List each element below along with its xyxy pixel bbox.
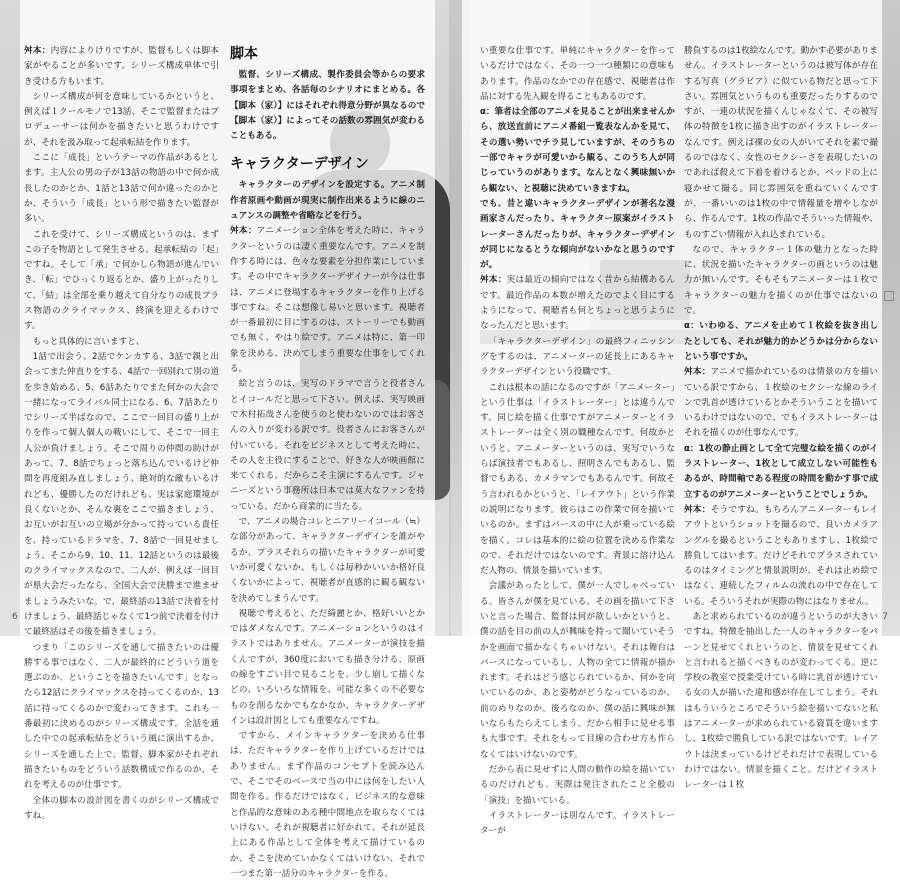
column-1 (24, 44, 219, 821)
section-heading-character-design: キャラクターデザイン (230, 156, 369, 173)
paragraph: 会議があったとして、僕が一人でしゃべっている。皆さんが僕を見ている。その画を描いて下さいと言った場合、監督は何が欲しいかというと、僕の話を目の前の人が興味を持って聞いていそうかを画面で描かなくちゃいけない。それは舞台はパースになっているし、人物の全てに情報が描かれます。それはどう感じられているか、何かを向いているのか、あと姿勢がどうなっているのか、前のめりなのか、後ろなのか、僕の話に興味が無いならもたらえてしまう。だから相手に見せる事も大事です。それをもって目線の合わせ方も作らなくてはいけないのです。 (480, 581, 675, 760)
paragraph: 視聴で考えると、ただ綺麗とか、格好いいとかではダメなんです。アニメーションというのはイラストではありません。アニメーターが演技を描くんですが、360度においても描き分ける、原画の線をすごい目で見ることを、少し崩して描くなどの、いろいろな情報を、可能な多くの不必要なものを削るなかでもなかなか、キャラクターデザインは設計図としても重要なんですね。 (230, 608, 425, 726)
paragraph (480, 273, 675, 334)
paragraph: 絵と言うのは、実写のドラマで言うと役者さんとイコールだと思って下さい。例えば、実写映画で木村拓哉さんを使うのと使わないのではお客さんの入りが変わる訳です。役者さんにお客さんが付いている。それをビジネスとして考えた時に、その人を主役にすることで、好きな人が映画館に来てくれる。だからこそ主演にするんです。ジャニーズという事務所は日本では莫大なファンを持っている。だから商業的に当たる。 (230, 379, 425, 512)
paragraph-text: 内容によりけりですが、監督もしくは脚本家がやることが多いです。シリーズ構成単体で引き受ける方もいます。 (24, 46, 219, 87)
paragraph: これは根本の話になるのですが「アニメーター」という仕事は「イラストレーター」とは違うんです。同じ絵を描く仕事ですがアニメーターとイラストレーターは全く別の職種なんです。何故かというと、アニメーターというのは、実写でいうならば演技者でもあるし、照明さんでもあるし、監督でもある、カメラマンでもあるんです。何故そう言われるかというと、「レイアウト」という作業の説明になります。彼らはこの作業で何を描いているのか。まずはパースの中に人が乗っている絵を描く。コレは基本的に絵の位置を決める作業なので、それだけではないのです。背景に溶け込んだ人物の、情景を描いています。 (480, 382, 675, 577)
paragraph: だから表に見せずに人間の動作の絵を描いているのだけれども、実際は発注されたこと全般の「演技」を描いている。 (480, 764, 675, 806)
question-paragraph: α：いわゆる、アニメを止めて１枚絵を抜き出したとしても、それが魅力的かどうかは分からないという事ですか。 (684, 321, 878, 362)
section-lead: 監督、シリーズ構成、製作委員会等からの要求事項をまとめ、各話毎のシナリオにまとめる。各【脚本（家）】にはそれぞれ得意分野が異なるので【脚本（家）】によってその話数の雰囲気が変わることもある。 (230, 70, 425, 142)
speaker-label: 舛本： (480, 275, 507, 286)
paragraph: い重要な仕事です。単純にキャラクターを作っているだけではなく、その一つ一つ種類にの意味もあります。作品のなかでの存在感で、視聴者は作品に対する先入観を得ることもあるのです。 (480, 46, 675, 102)
section-heading-script: 脚本 (230, 46, 258, 62)
paragraph-text: 実は最近の傾向ではなく昔から結構あるんです。最近作品の本数が増えたのでよく目にするようになって、視聴者も何とちょっと思うようになったんだと思います。 (480, 275, 675, 332)
page-number-left: 6 (12, 612, 18, 622)
paragraph-text: アニメで描かれているのは情景の方を描いている訳ですから、１枚絵のセクシーな線のラインで乳首が透けているとかそういうことを描いているわけではないので、でもイラストレーターはそれを描くのが仕事なんです。 (684, 367, 878, 439)
paragraph: もっと具体的に言いますと、 (32, 336, 145, 347)
paragraph: イラストレーターは別なんです。イラストレーターが (480, 810, 675, 837)
page-gutter (449, 0, 451, 636)
paragraph (230, 224, 425, 377)
column-4 (684, 44, 878, 791)
paragraph (24, 44, 219, 90)
speaker-label: 舛本： (684, 367, 711, 378)
speaker-label: 舛本： (684, 504, 711, 515)
column-2 (230, 44, 425, 879)
paragraph: ここに「成長」というテーマの作品があるとします。主人公の男の子が13話の物語の中で何か成長したのかとか、1話と13話で何か違ったのかとか、そういう「成長」という形で描きたい監督が多い。 (24, 153, 219, 225)
section-lead: キャラクターのデザインを設定する。アニメ制作者原画や動画が現実に制作出来るように線のニュアンスの調整や省略などを行う。 (230, 180, 425, 222)
question-paragraph: でも、昔と違いキャラクターデザインが著名な漫画家さんだったり、キャラクター原案がイラストレーターさんだったりが、キャラクターデザインが同じになるとうな傾向がないかなと思うのですが。 (480, 198, 675, 271)
paragraph: つまり「このシリーズを通して描きたいのは優勝する事ではなく、二人が最終的にどういう道を選ぶのか、ということを描きたいんです」となったら12話にクライマックスを持ってくるのか、13話に持ってくるのかで変わってきます。これも一番最初に決めるのがシリーズ構成です。全話を通した中での起承転結をどういう風に演出するか、シリーズを通した上で、監督、脚本家がそれぞれ描きたいものをどういう話数構成で作るのか、それを考えるのが仕事です。 (24, 642, 219, 791)
paragraph-text: そうですね。もちろんアニメーターもレイアウトというショットを撮るので、良いカメラアングルを撮るということもありますし、1枚絵で勝負してはいます。だけどそれでプラスされているのはタイミングと情景説明が、それは止め絵ではなく、連続したフィルムの流れの中で存在している。そういうそれが実際の物にはなりません。 (684, 504, 878, 607)
speaker-label: 舛本： (230, 226, 257, 237)
question-paragraph: α：1枚の静止画として全て完璧な絵を描くのがイラストレーター、1枚として成立しない可能性もあるが、時間軸である程度の時間を動かす事で成立するのがアニメーターということでしょうか。 (684, 443, 878, 500)
paragraph: ですから、メインキャラクターを決める仕事は、ただキャラクターを作り上げているだけではありません。まず作品のコンセプトを読み込んで、そこでそのベースで当の中には何をしたい人間を作る。作るだけではなく、ビジネス的な意味と作品的な意味のある種中間地点を取らなくてはいけない。それが視聴者に好かれて、それが延長上にある作品として全体を考えて描けているのか、そこを決めていかなくてはいけない、それで一つまた第一話分のキャラクターを作る。 (230, 731, 425, 879)
paragraph: で、アニメの場合コレとニアリーイコール（≒）な部分があって、キャラクターデザインを誰がやるか、プラスそれらの描いたキャラクターが可愛いか可愛くないか、もしくは毎秒かいいか格好良くないかによって、視聴者が直感的に観る観ないを決めてしまうんです。 (230, 517, 425, 604)
scroll-handle-icon[interactable] (884, 291, 894, 301)
paragraph (684, 503, 878, 610)
question-paragraph: α：筆者は全部のアニメを見ることが出来ませんから、放送直前にアニメ番組一覧表なんかを見て、その選い勢いでチラ見していますが、そのうちの一部でキャラが可愛いから観る、このうち人が同じっていうのがあります。なんとなく興味無いから観ない、と視聴に決めていきますね。 (480, 107, 675, 194)
paragraph-text: アニメーション全体を考えた時に、キャラクターというのは凄く重要なんです。アニメを制作する時には、色々な要素を分担作業にしています。その中でキャラクターデザイナーが今は仕事は、アニメに登場するキャラクターを作り上げる事ですね。そこは想像し易いと思います。視聴者が一番最初に目にするのは、ストーリーでも動画でも無く、やはり絵です。アニメは特に、第一印象を決める、決めてしまう重要な仕事をしてくれる。 (230, 226, 425, 375)
paragraph: 勝負するのは1枚絵なんです。動かす必要がありません。イラストレーターというのは被写体が存在する写真（グラビア）に似ている物だと思って下さい。雰囲気というものも重要だったりするのですが、一連の状況を描くんじゃなくて、その被写体の特徴を1枚に描き出すのがイラストレーターなんです。例えば裸の女の人がいてそれを素で撮るのではなく、女性のセクシーさを表現したいのであれば殺えて下着を着けるとか、ベッドの上に寝かせて撮る。同じ雰囲気を重ねていくんですが、一番いいのは1枚の中で情報量を増やしながら、作るんです。1枚の作品でそういった情報や、ものすごい情報が入れ込まれている。 (684, 46, 878, 240)
paragraph: 「キャラクターデザイン」の最終フィニッシングをするのは、アニメーターの延長上にあるキャラクターデザインという役職です。 (480, 336, 675, 378)
paragraph (684, 365, 878, 441)
paragraph: あと求められているのが違うというのが大きいですね。特徴を抽出した一人のキャラクターをパーンと見せてくれというのと、情景を見せてくれと言われると描くべきものが変わってくる。逆に学校の教室で授業受けている時に乳首が透けている女の人が描いた違和感が存在してしまう。それはもういうところでそういう絵を描いてないと私はアニメーターが求められている資質を違いますし、1枚絵で勝負している訳ではないです。レイアウトは決まっているけどそれだけで表現しているわけではない。情景を描くこと。だけどイラストレーターは１枚 (684, 611, 878, 791)
speaker-label: 舛本： (24, 46, 51, 56)
page-number-right: 7 (882, 612, 888, 622)
paragraph: これを受けて、シリーズ構成というのは、まずこの子を物語として発生させる。起承転結の「起」ですね。そして「承」で何かしら物語が進んでいき、「転」でひっくり返るとか、盛り上がったりして、「結」は全部を乗り越えて自分なりの成長プラス物語のクライマックス、終演を迎えるわけです。 (24, 229, 219, 332)
paragraph: 1話で出会う、2話でケンカする、3話で親と出会ってまた仲直りをする、4話で一回別れて別の道を歩き始める、5、6話あたりでまた何かの大会で一緒になってライバル同士になる、6、7話あたりでシリーズ半ばなので、ここで一回目の盛り上がりを作って個人個人の戦いにして、そこで一回主人公が負けましょう。そこで周りの仲間の助けがあって、7、8話でちょっと落ち込んでいるけど仲間を再度組み直しましょう、絶対的な敵もいるけれども、優勝したのだけれども、実は家庭環境が良くないとか、そんな裏をここで描きましょう、お互いがお互いの立場が分かって持っている責任を、持っているドラマを、7、8話で一回見せましょう。そこから9、10、11、12話というのは最後のクライマックスなので、二人が、例えば一回目が県大会だったなら、全国大会で決勝まで進ませましょうみたいな。で、最終話の13話で決着を付けましょう、最終話じゃなくて1つ前で決着を付けて最終話はその後を描きましょう。 (24, 351, 219, 638)
paragraph: 全体の脚本の設計図を書くのがシリーズ構成ですね。 (24, 795, 219, 821)
paragraph: シリーズ構成が何を意味しているかというと、例えば１クールモノで13話、そこで監督またはプロデューサーは何かを描きたいと思うわけですが、それを汲み取って起承転結を作ります。 (24, 91, 219, 148)
paragraph: なので、キャラクター１体の魅力となった時に、状況を描いたキャラクターの画というのは魅力が無いんです。そもそもアニメーターは１枚でキャラクターの魅力を描くのが仕事ではないので。 (684, 244, 878, 317)
column-3 (480, 44, 675, 837)
